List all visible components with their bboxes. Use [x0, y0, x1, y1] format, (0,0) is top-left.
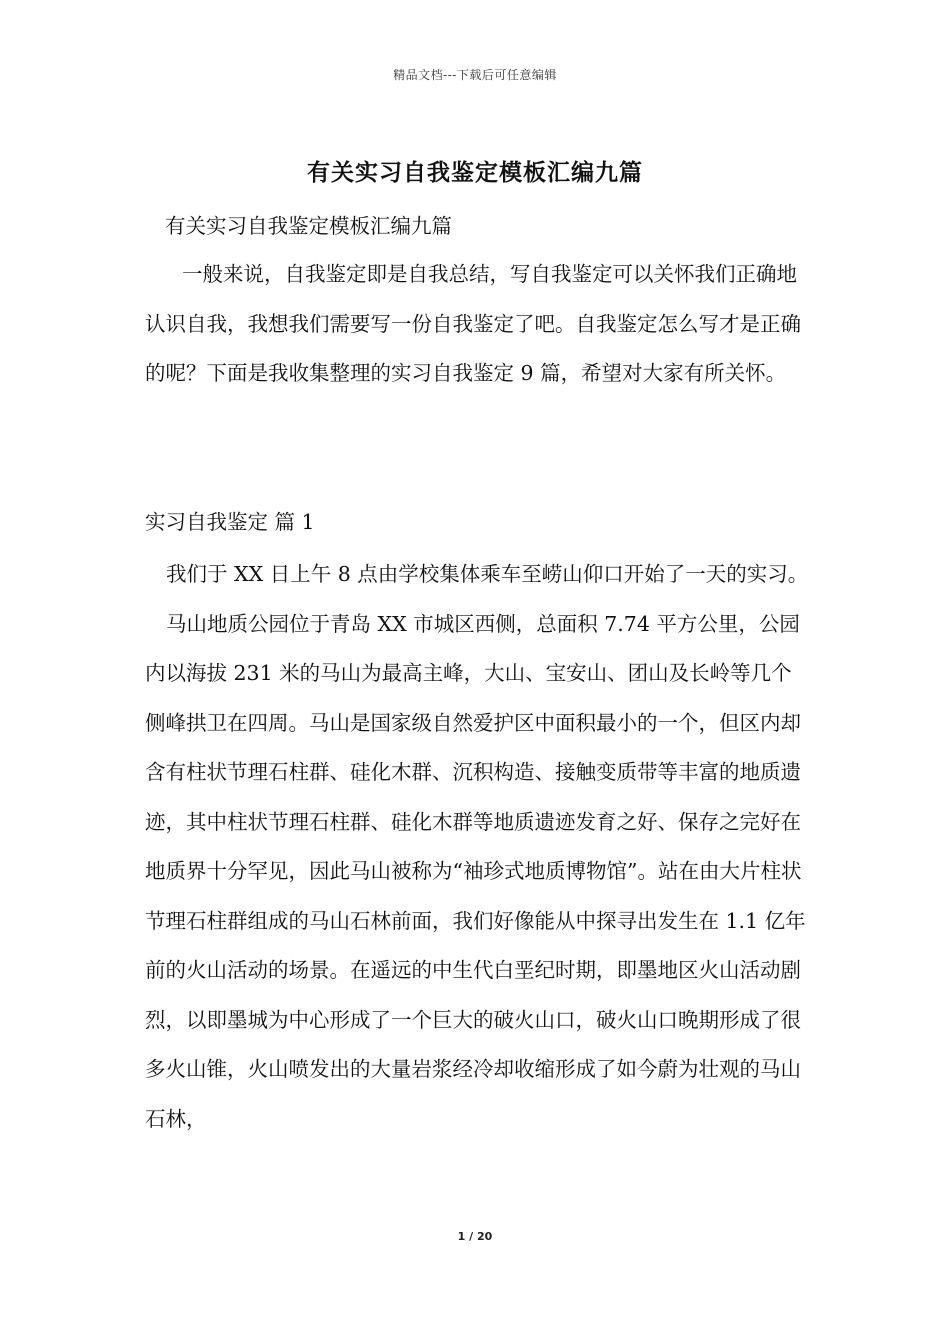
body-paragraph-1: 我们于 XX 日上午 8 点由学校集体乘车至崂山仰口开始了一天的实习。: [166, 562, 809, 586]
intro-block: [145, 250, 810, 399]
body-paragraph-2: 马山地质公园位于青岛 XX 市城区西侧，总面积 7.74 平方公里，公园内以海拔 231 米的马山为最高主峰，大山、宝安山、团山及长岭等几个侧峰拱卫在四周。马山是国家级自然爱护区中面积最小的一个，但区内却含有柱状节理石柱群、硅化木群、沉积构造、接触变质带等丰富的地质遗迹，其中柱状节理石柱群、硅化木群等地质遗迹发育之好、保存之完好在地质界十分罕见，因此马山被称为“袖珍式地质博物馆”。站在由大片柱状节理石柱群组成的马山石林前面，我们好像能从中探寻出发生在 1.1 亿年前的火山活动的场景。在遥远的中生代白垩纪时期，即墨地区火山活动剧烈，以即墨城为中心形成了一个巨大的破火山口，破火山口晚期形成了很多火山锥，火山喷发出的大量岩浆经冷却收缩形成了如今蔚为壮观的马山石林，: [145, 611, 806, 1131]
page-number: 1 / 20: [457, 1230, 493, 1243]
document-title: 有关实习自我鉴定模板汇编九篇: [307, 160, 643, 186]
intro-paragraph: 一般来说，自我鉴定即是自我总结，写自我鉴定可以关怀我们正确地认识自我，我想我们需要写一份自我鉴定了吧。自我鉴定怎么写才是正确的呢？下面是我收集整理的实习自我鉴定 9 篇，希望对大家有所关怀。: [145, 262, 801, 385]
section-body: [145, 550, 810, 1144]
header-note: 精品文档---下载后可任意编辑: [393, 68, 557, 82]
section-heading: 实习自我鉴定 篇 1: [145, 510, 315, 534]
document-subtitle: 有关实习自我鉴定模板汇编九篇: [165, 214, 452, 238]
